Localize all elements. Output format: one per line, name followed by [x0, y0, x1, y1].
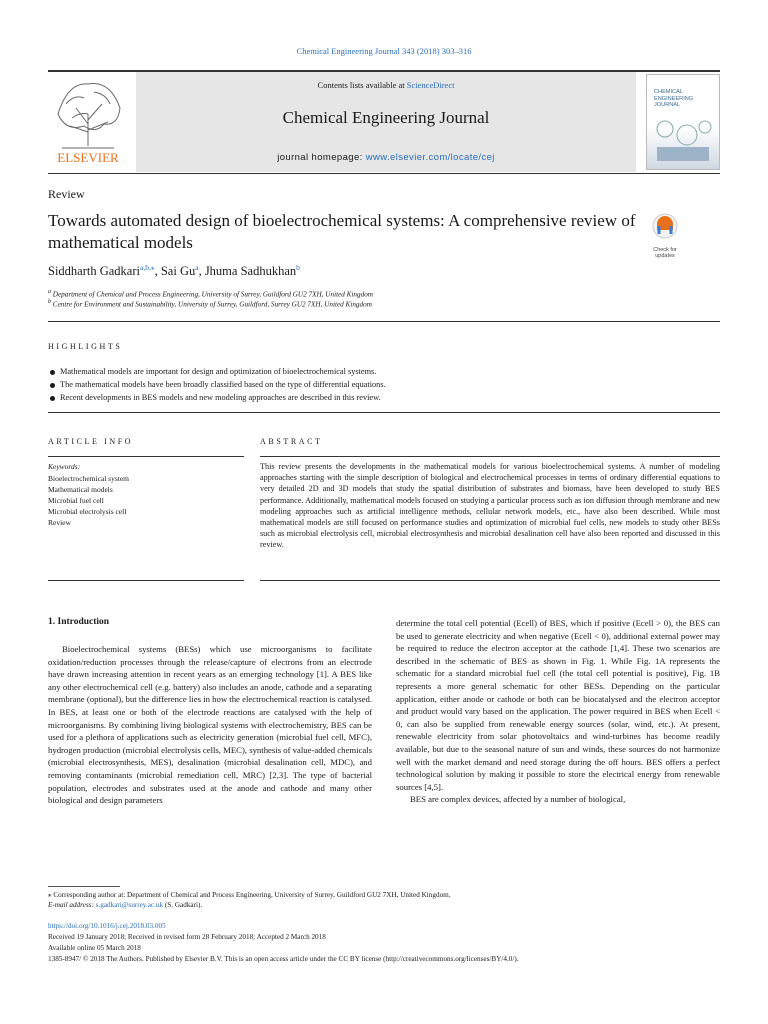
paragraph: BES are complex devices, affected by a number of biological, — [410, 794, 626, 805]
cover-graphic-icon — [651, 115, 715, 165]
corresponding-author-note: ⁎ Corresponding author at: Department of Chemical and Process Engineering, University of Surrey, Guildford GU2 7XH, United Kingdom. — [48, 891, 451, 899]
author-affil-marker[interactable]: a — [195, 263, 199, 272]
abstract-rule — [260, 456, 720, 457]
highlight-text: The mathematical models have been broadly classified based on the type of differential equations. — [60, 380, 386, 389]
homepage-link[interactable]: www.elsevier.com/locate/cej — [365, 152, 495, 163]
paragraph: determine the total cell potential (Ecell) of BES, which if positive (Ecell > 0), the BES can be used to generate electricity and when negative (Ecell < 0), additional external power may be required to reduce the electron acceptor at the cathode [1,4]. These two scenarios are described in the schematic of BES as shown in Fig. 1. While Fig. 1A represents the schematic for a standard microbial fuel cell (the total cell potential is positive), Fig. 1B represents a more general schematic for other BESs. Depending on the particular application, either anode or cathode or both can be biocatalysed and the electron acceptor and product would vary based on the application. The power required in BES when Ecell < 0, can also be supplied from renewable energy sources (solar, wind, etc.). At present, renewable electricity from solar photovoltaics and wind-turbines has become readily available, but due to the seasonal nature of sun and winds, these sources do not harmonize well with the market demand and need storage during the off hours. BES offers a perfect technological solution by making it possible to store the electrical energy from renewable sources [4,5]. — [396, 618, 720, 792]
journal-citation-link[interactable]: Chemical Engineering Journal 343 (2018) 303–316 — [296, 46, 472, 56]
journal-title: Chemical Engineering Journal — [282, 108, 490, 127]
keyword: Review — [48, 518, 71, 527]
email-note — [48, 901, 202, 909]
email-suffix: (S. Gadkari). — [163, 901, 203, 909]
homepage-prefix: journal homepage: — [277, 152, 366, 163]
affiliation-text: Centre for Environment and Sustainability, University of Surrey, Guildford, Surrey GU2 7XH, United Kingdom — [52, 300, 372, 309]
bullet-icon — [50, 396, 55, 401]
abstract-text: This review presents the developments in the mathematical models for various bioelectrochemical systems. A number of modeling approaches starting with the simple description of biological and electrochemical processes in terms of ordinary differential equations to very detailed 2D and 3D models that study the spatial distribution of substrates and biomass, have been developed to study BES performance. Additionally, mathematical models focused on studying a particular process such as ion diffusion through membrane and new modeling approaches such as artificial intelligence methods, cellular network models, etc., have also been described. While most mathematical models are still focused on performance studies and optimization of microbial fuel cells, new models to study other BESs such as microbial electrolysis cell, microbial electrosynthesis and microbial desalination cell have also been reported and discussed in this review. — [260, 462, 720, 550]
elsevier-wordmark: ELSEVIER — [57, 150, 119, 165]
affiliation-marker: a — [48, 289, 51, 295]
elsevier-tree-logo-icon — [48, 74, 128, 166]
check-for-updates-badge[interactable] — [644, 212, 686, 262]
author-name[interactable]: Jhuma Sadhukhan — [204, 264, 297, 279]
journal-cover-thumbnail — [646, 74, 720, 170]
check-updates-icon — [644, 212, 686, 242]
affiliation-text: Department of Chemical and Process Engineering, University of Surrey, Guildford GU2 7XH, United Kingdom — [52, 290, 374, 299]
affiliation — [48, 289, 373, 298]
journal-masthead — [48, 70, 720, 174]
keyword: Bioelectrochemical system — [48, 474, 130, 483]
author-affil-marker[interactable]: b — [296, 263, 300, 272]
abstract-rule — [260, 580, 720, 581]
body-column-left — [48, 643, 372, 807]
email-label: E-mail address: — [48, 901, 96, 909]
cover-text-line: CHEMICAL — [654, 89, 683, 95]
affiliation-marker: b — [48, 299, 51, 305]
highlight-item — [50, 380, 386, 389]
keyword: Mathematical models — [48, 485, 113, 494]
email-link[interactable]: s.gadkari@surrey.ac.uk — [95, 901, 164, 909]
cover-text-line: JOURNAL — [654, 102, 681, 108]
section-rule — [48, 321, 720, 322]
author-name[interactable]: Sai Gu — [160, 264, 196, 279]
abstract-heading: ABSTRACT — [260, 437, 323, 446]
homepage-line — [136, 152, 636, 163]
masthead-bottom-rule — [48, 173, 720, 174]
footnote-rule — [48, 886, 120, 887]
check-updates-line: updates — [655, 253, 675, 259]
bullet-icon — [50, 370, 55, 375]
highlight-text: Mathematical models are important for design and optimization of bioelectrochemical systems. — [60, 367, 377, 376]
paragraph: Bioelectrochemical systems (BESs) which use microorganisms to facilitate oxidation/reduction processes through the release/capture of electrons from an electrode have drawn increasing attention in recent years as an emerging technology [1]. A BES like any other electrochemical cell (e.g. battery) also includes an anode, cathode and a separating membrane (optional), but the difference lies in how the electrochemical reaction is catalysed. In BES, at least one or both of the electrode reactions are catalysed with the help of microorganisms. By combining living biological systems with electrochemistry, BES can be used for a plethora of applications such as electricity generation (microbial fuel cell, MFC), hydrogen production (microbial electrolysis cells, MEC), synthesis of value-added chemicals (microbial electrosynthesis, MES), desalination (microbial desalination cell, MDC), and removing contaminants (microbial remediation cell, MRC) [2,3]. The type of bacterial population, electrodes and substrates used at the anode and cathode and many other biological and design parameters — [48, 644, 373, 806]
available-online: Available online 05 March 2018 — [48, 944, 141, 952]
highlight-text: Recent developments in BES models and new modeling approaches are described in this review. — [60, 393, 381, 402]
keyword: Microbial fuel cell — [48, 496, 104, 505]
license-text: 1385-8947/ © 2018 The Authors. Published by Elsevier B.V. This is an open access article under the CC BY license (http://creativecommons.org/licenses/BY/4.0/). — [48, 955, 519, 963]
cover-text-line: ENGINEERING — [654, 95, 694, 102]
check-updates-line: Check for — [653, 247, 677, 253]
sciencedirect-link[interactable]: ScienceDirect — [406, 80, 455, 90]
keywords-rule — [48, 456, 244, 457]
doi-link[interactable]: https://doi.org/10.1016/j.cej.2018.03.005 — [48, 922, 166, 930]
article-type: Review — [48, 187, 85, 201]
affiliation — [48, 299, 372, 308]
highlight-item — [50, 393, 381, 402]
author-list: Siddharth Gadkari$^{a,b,⁎}$, Sai Gu$^a$, Jhuma Sadhukhan$^b$ — [48, 263, 300, 279]
highlight-item — [50, 367, 376, 376]
keywords-label: Keywords: — [48, 462, 81, 471]
section-rule — [48, 412, 720, 413]
author-name[interactable]: Siddharth Gadkari — [48, 264, 140, 279]
section-heading-introduction: 1. Introduction — [48, 617, 110, 627]
body-column-right — [396, 617, 720, 806]
contents-line — [136, 80, 636, 90]
received-dates: Received 19 January 2018; Received in revised form 28 February 2018; Accepted 2 March 2018 — [48, 933, 326, 941]
contents-prefix: Contents lists available at — [317, 80, 407, 90]
bullet-icon — [50, 383, 55, 388]
article-title: Towards automated design of bioelectrochemical systems: A comprehensive review of mathematical models — [48, 211, 636, 252]
author-affil-marker[interactable]: a,b,⁎ — [140, 263, 155, 272]
keywords-rule — [48, 580, 244, 581]
highlights-heading: HIGHLIGHTS — [48, 342, 123, 351]
article-info-heading: ARTICLE INFO — [48, 437, 134, 446]
keyword: Microbial electrolysis cell — [48, 507, 127, 516]
